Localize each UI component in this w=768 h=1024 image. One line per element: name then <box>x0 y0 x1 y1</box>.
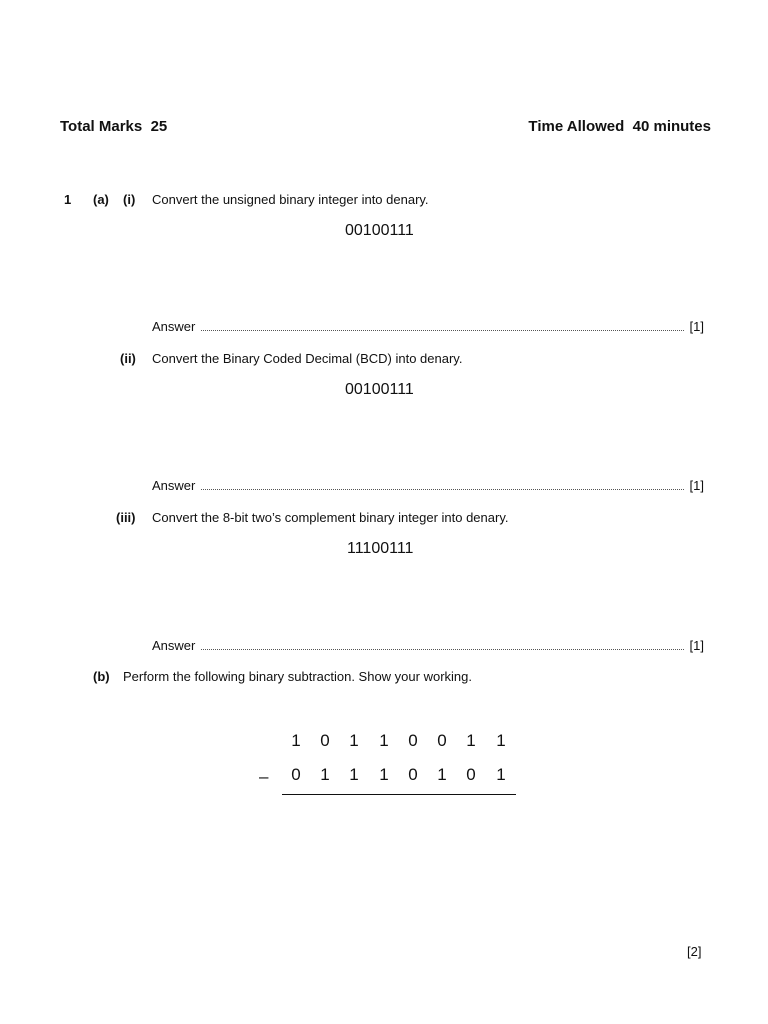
sub-iii-answer-label: Answer <box>152 638 196 653</box>
total-marks-label: Total Marks <box>60 118 143 135</box>
sub-ii-answer-dots[interactable] <box>201 480 683 490</box>
bottom-digit: 0 <box>291 765 301 784</box>
sub-i-answer-label: Answer <box>152 319 196 334</box>
minus-operator: – <box>259 767 269 786</box>
bottom-digit: 1 <box>379 765 389 784</box>
top-digit: 1 <box>496 731 506 750</box>
sub-i-binary-value: 00100111 <box>345 222 414 239</box>
sub-iii-answer-dots[interactable] <box>201 640 683 650</box>
part-a-label: (a) <box>93 192 109 207</box>
part-b-label: (b) <box>93 669 110 684</box>
sub-i-answer-line[interactable] <box>152 319 704 334</box>
sub-i-marks: [1] <box>689 319 704 334</box>
top-digit: 0 <box>320 731 330 750</box>
top-digit: 0 <box>437 731 447 750</box>
sub-iii-marks: [1] <box>689 638 704 653</box>
total-marks-value: 25 <box>150 118 168 135</box>
bottom-digit: 0 <box>466 765 476 784</box>
sub-ii-answer-line[interactable] <box>152 478 704 493</box>
sub-ii-label: (ii) <box>120 351 136 366</box>
bottom-digit: 0 <box>408 765 418 784</box>
subtraction-rule <box>282 794 516 795</box>
sub-iii-text: Convert the 8-bit two’s complement binary integer into denary. <box>152 510 509 525</box>
part-b-text: Perform the following binary subtraction. Show your working. <box>123 669 472 684</box>
sub-iii-binary-value: 11100111 <box>347 540 414 557</box>
top-digit: 1 <box>466 731 476 750</box>
bottom-digit: 1 <box>496 765 506 784</box>
top-digit: 1 <box>379 731 389 750</box>
bottom-digit: 1 <box>349 765 359 784</box>
top-digit: 1 <box>291 731 301 750</box>
time-allowed <box>528 118 711 135</box>
sub-iii-answer-line[interactable] <box>152 638 704 653</box>
sub-ii-marks: [1] <box>689 478 704 493</box>
sub-ii-binary-value: 00100111 <box>345 381 414 398</box>
sub-iii-label: (iii) <box>116 510 136 525</box>
total-marks <box>60 118 167 135</box>
part-b-marks: [2] <box>687 944 702 959</box>
bottom-digit: 1 <box>437 765 447 784</box>
top-digit: 0 <box>408 731 418 750</box>
sub-i-text: Convert the unsigned binary integer into denary. <box>152 192 429 207</box>
sub-ii-text: Convert the Binary Coded Decimal (BCD) into denary. <box>152 351 463 366</box>
top-digit: 1 <box>349 731 359 750</box>
bottom-digit: 1 <box>320 765 330 784</box>
sub-i-answer-dots[interactable] <box>201 321 683 331</box>
sub-i-label: (i) <box>123 192 136 207</box>
question-number: 1 <box>64 192 72 207</box>
sub-ii-answer-label: Answer <box>152 478 196 493</box>
time-allowed-label: Time Allowed <box>528 118 625 135</box>
time-allowed-value: 40 minutes <box>632 118 711 135</box>
